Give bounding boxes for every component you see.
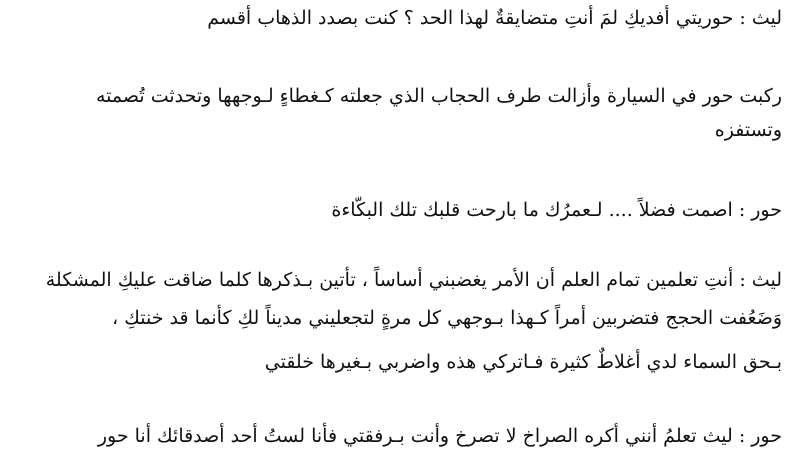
dialogue-line-hoor-1: حور : اصمت فضلاً .... لـعمرُك ما بارحت قلبك تلك البكّاءة	[331, 199, 782, 221]
dialogue-line-laith-2-cont-1: وَضَعُفت الحجج فتضربين أمراً كـهذا بـوجهي كل مرةٍ لتجعليني مديناً لكِ كأنما قد خنتكِ ،	[112, 307, 782, 329]
dialogue-line-laith-2: ليث : أنتِ تعلمين تمام العلم أن الأمر يغضبني أساساً ، تأتين بـذكرها كلما ضاقت عليكِ المشكلة	[45, 269, 782, 291]
narration-line-1: ركبت حور في السيارة وأزالت طرف الحجاب الذي جعلته كـغطاءٍ لـوجهها وتحدثت تُصمته	[96, 85, 782, 107]
narration-line-2: وتستفزه	[714, 119, 782, 141]
dialogue-line-laith-2-cont-2: بـحق السماء لدي أغلاطٌ كثيرة فـاتركي هذه واضربي بـغيرها خلقتي	[264, 351, 782, 373]
dialogue-line-hoor-2: حور : ليث تعلمُ أنني أكره الصراخ لا تصرخ وأنت بـرفقتي فأنا لستُ أحد أصدقائك أنا حور	[97, 425, 782, 447]
dialogue-line-laith-1: ليث : حوريتي أفديكِ لمَ أنتِ متضايقةٌ لهذا الحد ؟ كنت بصدد الذهاب أقسم	[207, 7, 782, 29]
